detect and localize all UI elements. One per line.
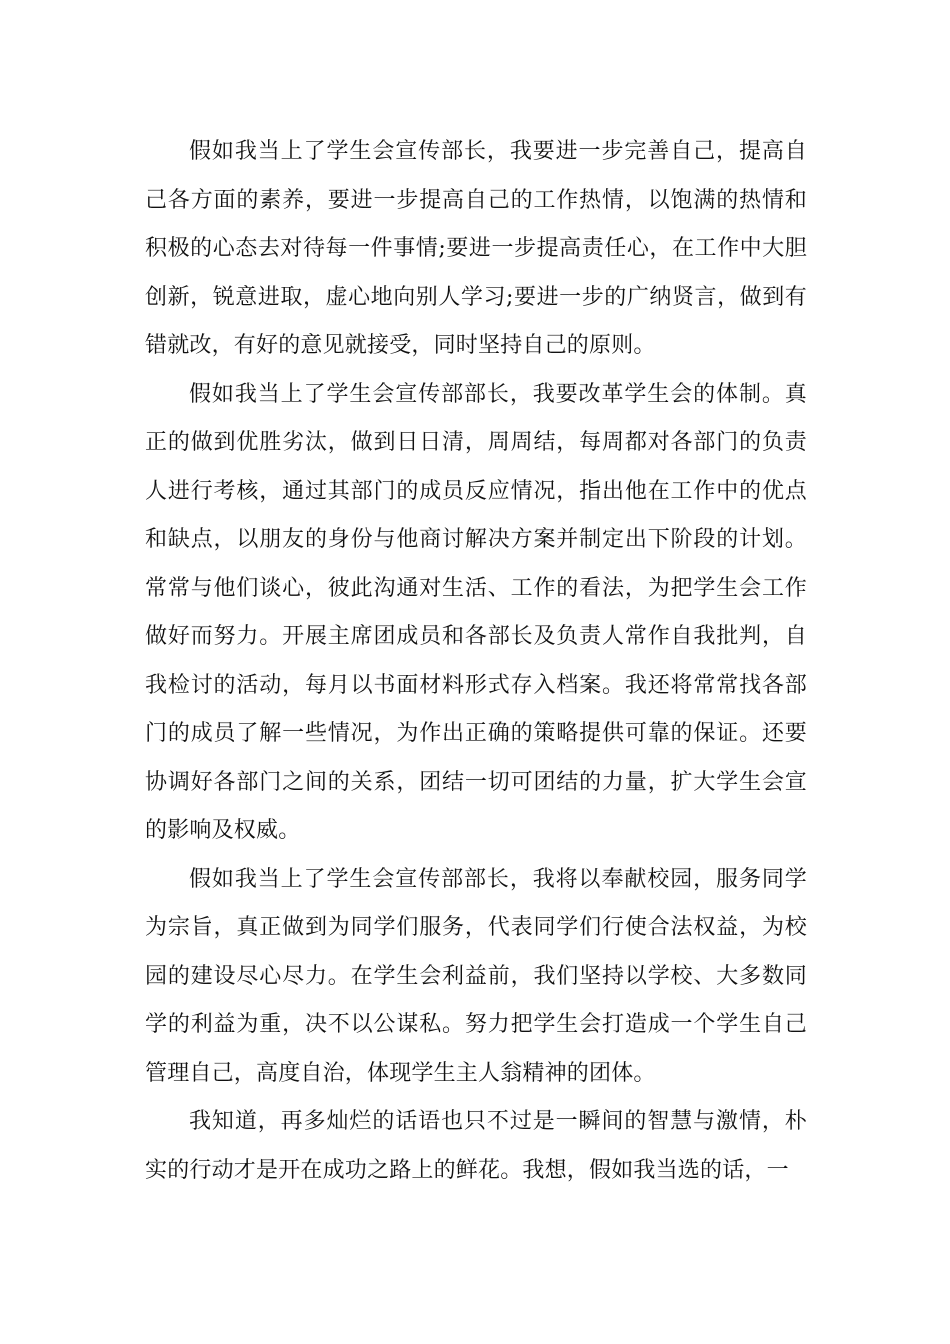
paragraph-3: 假如我当上了学生会宣传部部长，我将以奉献校园，服务同学为宗旨，真正做到为同学们服务，代表同学们行使合法权益，为校园的建设尽心尽力。在学生会利益前，我们坚持以学校、大多数同学的利益为重，决不以公谋私。努力把学生会打造成一个学生自己管理自己，高度自治，体现学生主人翁精神的团体。 xyxy=(145,866,807,1086)
paragraph-2: 假如我当上了学生会宣传部部长，我要改革学生会的体制。真正的做到优胜劣汰，做到日日清，周周结，每周都对各部门的负责人进行考核，通过其部门的成员反应情况，指出他在工作中的优点和缺点，以朋友的身份与他商讨解决方案并制定出下阶段的计划。常常与他们谈心，彼此沟通对生活、工作的看法，为把学生会工作做好而努力。开展主席团成员和各部长及负责人常作自我批判，自我检讨的活动，每月以书面材料形式存入档案。我还将常常找各部门的成员了解一些情况，为作出正确的策略提供可靠的保证。还要协调好各部门之间的关系，团结一切可团结的力量，扩大学生会宣的影响及权威。 xyxy=(145,381,807,843)
paragraph-1: 假如我当上了学生会宣传部长，我要进一步完善自己，提高自己各方面的素养，要进一步提高自己的工作热情，以饱满的热情和积极的心态去对待每一件事情;要进一步提高责任心，在工作中大胆创新，锐意进取，虚心地向别人学习;要进一步的广纳贤言，做到有错就改，有好的意见就接受，同时坚持自己的原则。 xyxy=(145,139,807,358)
paragraph-4: 我知道，再多灿烂的话语也只不过是一瞬间的智慧与激情，朴实的行动才是开在成功之路上的鲜花。我想，假如我当选的话，一 xyxy=(145,1109,807,1183)
document-body xyxy=(145,128,807,1195)
